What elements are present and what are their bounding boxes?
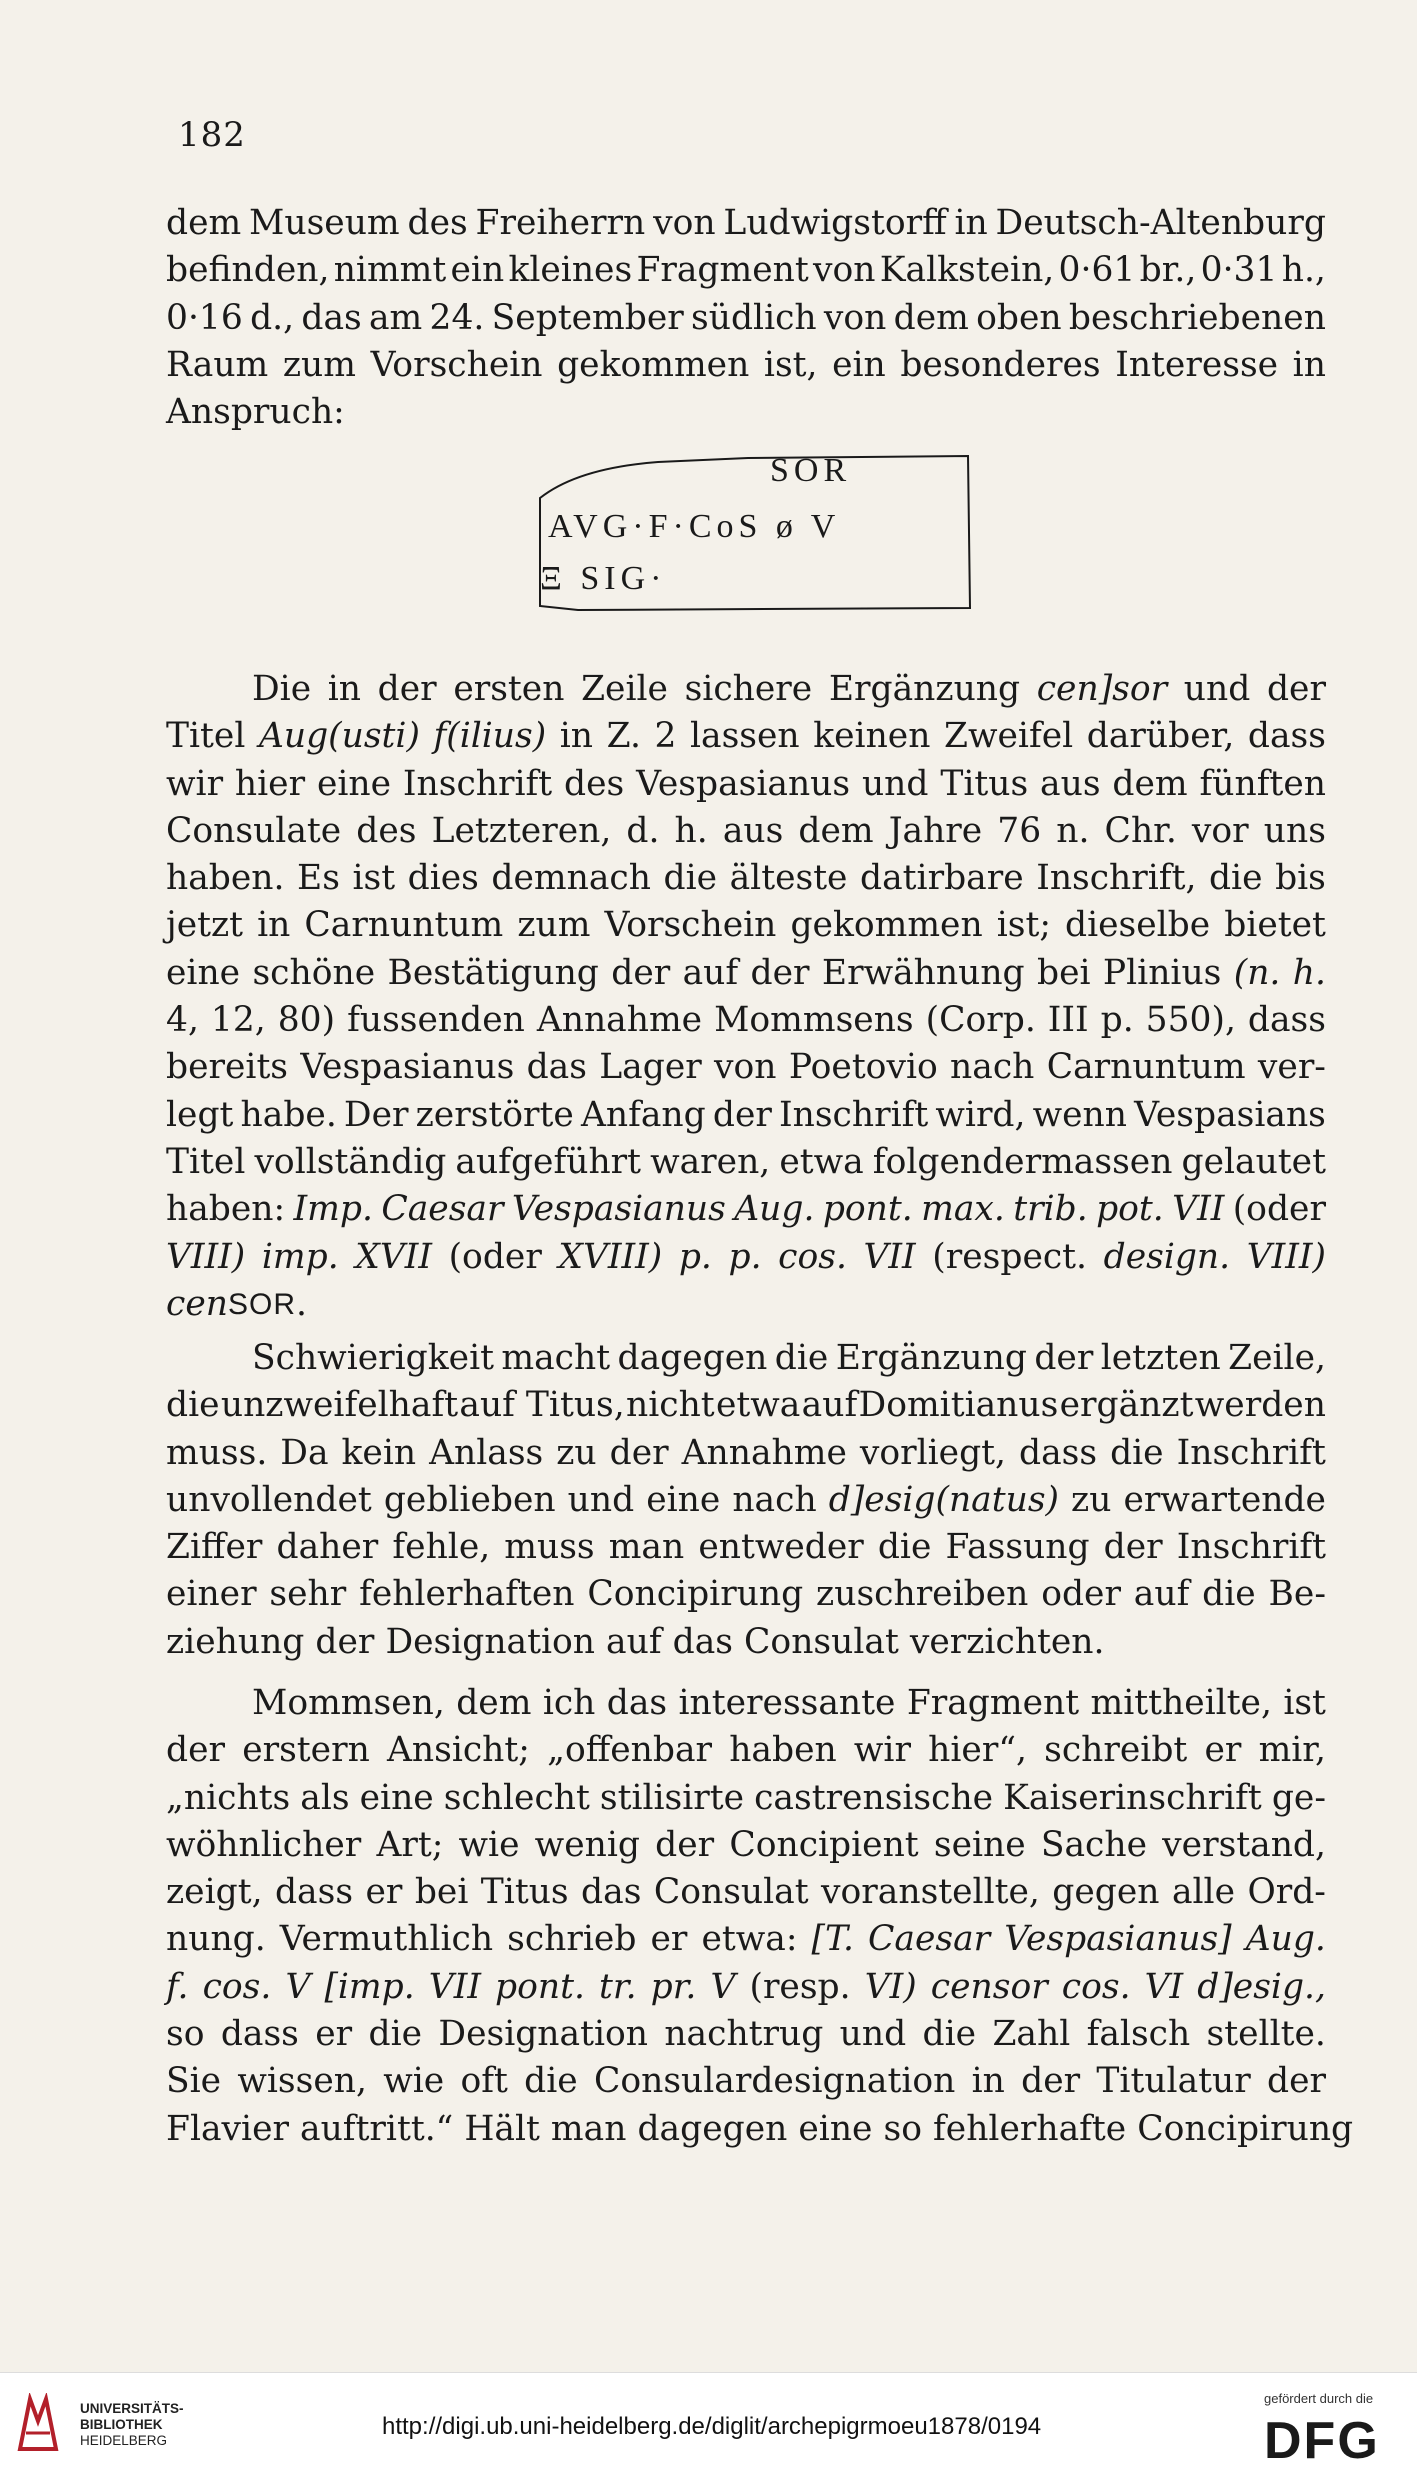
text-line: wöhnlicher Art; wie wenig der Concipient seine Sache verstand, [166, 1824, 1326, 1865]
paragraph-3 [166, 1335, 1326, 1666]
text-line: befinden, nimmt ein kleines Fragment von Kalkstein, 0·61 br., 0·31 h., [166, 250, 1326, 291]
text-line: unvollendet geblieben und eine nach d]esig(natus) zu erwartende [166, 1479, 1326, 1520]
text-line: 0·16 d., das am 24. September südlich von dem oben beschriebenen [166, 297, 1326, 338]
inscription-line-2: AVG·F·CoS ø V [548, 508, 841, 545]
text-line: Anspruch: [166, 392, 345, 433]
sponsor-label: gefördert durch die [1264, 2391, 1374, 2406]
text-line: f. cos. V [imp. VII pont. tr. pr. V (resp. VI) censor cos. VI d]esig., [166, 1966, 1326, 2007]
text-line: Ziffer daher fehle, muss man entweder die Fassung der Inschrift [166, 1527, 1326, 1568]
text-line: dem Museum des Freiherrn von Ludwigstorff in Deutsch-Altenburg [166, 203, 1326, 243]
text-line: einer sehr fehlerhaften Concipirung zuschreiben oder auf die Be- [166, 1574, 1326, 1615]
text-line: die unzweifelhaft auf Titus, nicht etwa auf Domitianus ergänzt werden [166, 1385, 1326, 1426]
dfg-logo: DFG [1264, 2412, 1380, 2470]
paragraph-4 [166, 1680, 1354, 2153]
inscription-line-1: SOR [770, 452, 852, 489]
university-library-name: UNIVERSITÄTS- BIBLIOTHEK HEIDELBERG [80, 2401, 184, 2448]
inscription-fragment [538, 448, 978, 614]
text-line: nung. Vermuthlich schrieb er etwa: [T. Caesar Vespasianus] Aug. [166, 1919, 1326, 1960]
text-line: zeigt, dass er bei Titus das Consulat voranstellte, gegen alle Ord- [166, 1872, 1326, 1913]
text-line: Raum zum Vorschein gekommen ist, ein besonderes Interesse in [166, 344, 1326, 385]
text-line: Sie wissen, wie oft die Consulardesignation in der Titulatur der [166, 2061, 1326, 2102]
text-line: Schwierigkeit macht dagegen die Ergänzung der letzten Zeile, [252, 1338, 1326, 1378]
inscription-line-3: Ξ SIG· [540, 560, 667, 597]
text-line: Mommsen, dem ich das interessante Fragment mittheilte, ist [252, 1683, 1326, 1723]
text-line: „nichts als eine schlecht stilisirte castrensische Kaiserinschrift ge- [166, 1777, 1326, 1818]
text-line: Flavier auftritt.“ Hält man dagegen eine so fehlerhafte Concipirung [166, 2108, 1354, 2149]
university-library-logo-icon [16, 2393, 60, 2453]
text-line: so dass er die Designation nachtrug und die Zahl falsch stellte. [166, 2014, 1326, 2055]
paragraph-2: Die in der ersten Zeile sichere Ergänzung cen]sor und der Titel Aug(usti) f(ilius) in Z. 2 lassen keinen Zweifel darüber, dass wir hier eine Inschrift des Vespasianus und Titus aus dem fünften Consulate des Letzteren, d. h. aus dem Jahre 76 n. Chr. vor uns haben. Es ist dies demnach die älteste datirbare Inschrift, die bis jetzt in Carnuntum zum Vorschein gekommen ist; dieselbe bietet eine schöne Bestätigung der auf der Erwähnung bei Plinius (n. h. 4, 12, 80) fussenden Annahme Mommsens (Corp. III p. 550), dass bereits Vespasianus das Lager von Poetovio nach Carnuntum ver- legt habe. Der zerstörte Anfang der Inschrift wird, wenn Vespasians Titel vollständig aufgeführt waren, etwa folgendermassen gelautet haben: Imp. Caesar Vespasianus Aug. pont. max. trib. pot. VII (oder VIII) imp. XVII (oder XVIII) p. p. cos. VII (respect. design. VIII) cen SOR . [166, 669, 1326, 1324]
text-line: ziehung der Designation auf das Consulat verzichten. [166, 1621, 1105, 1662]
footer-bar [0, 2372, 1417, 2475]
paragraph-1 [166, 200, 1326, 436]
text-line: der erstern Ansicht; „offenbar haben wir hier“, schreibt er mir, [166, 1730, 1326, 1771]
text-line: muss. Da kein Anlass zu der Annahme vorliegt, dass die Inschrift [166, 1432, 1326, 1473]
source-url-link[interactable]: http://digi.ub.uni-heidelberg.de/diglit/archepigrmoeu1878/0194 [382, 2413, 1042, 2440]
page-number: 182 [178, 115, 246, 155]
